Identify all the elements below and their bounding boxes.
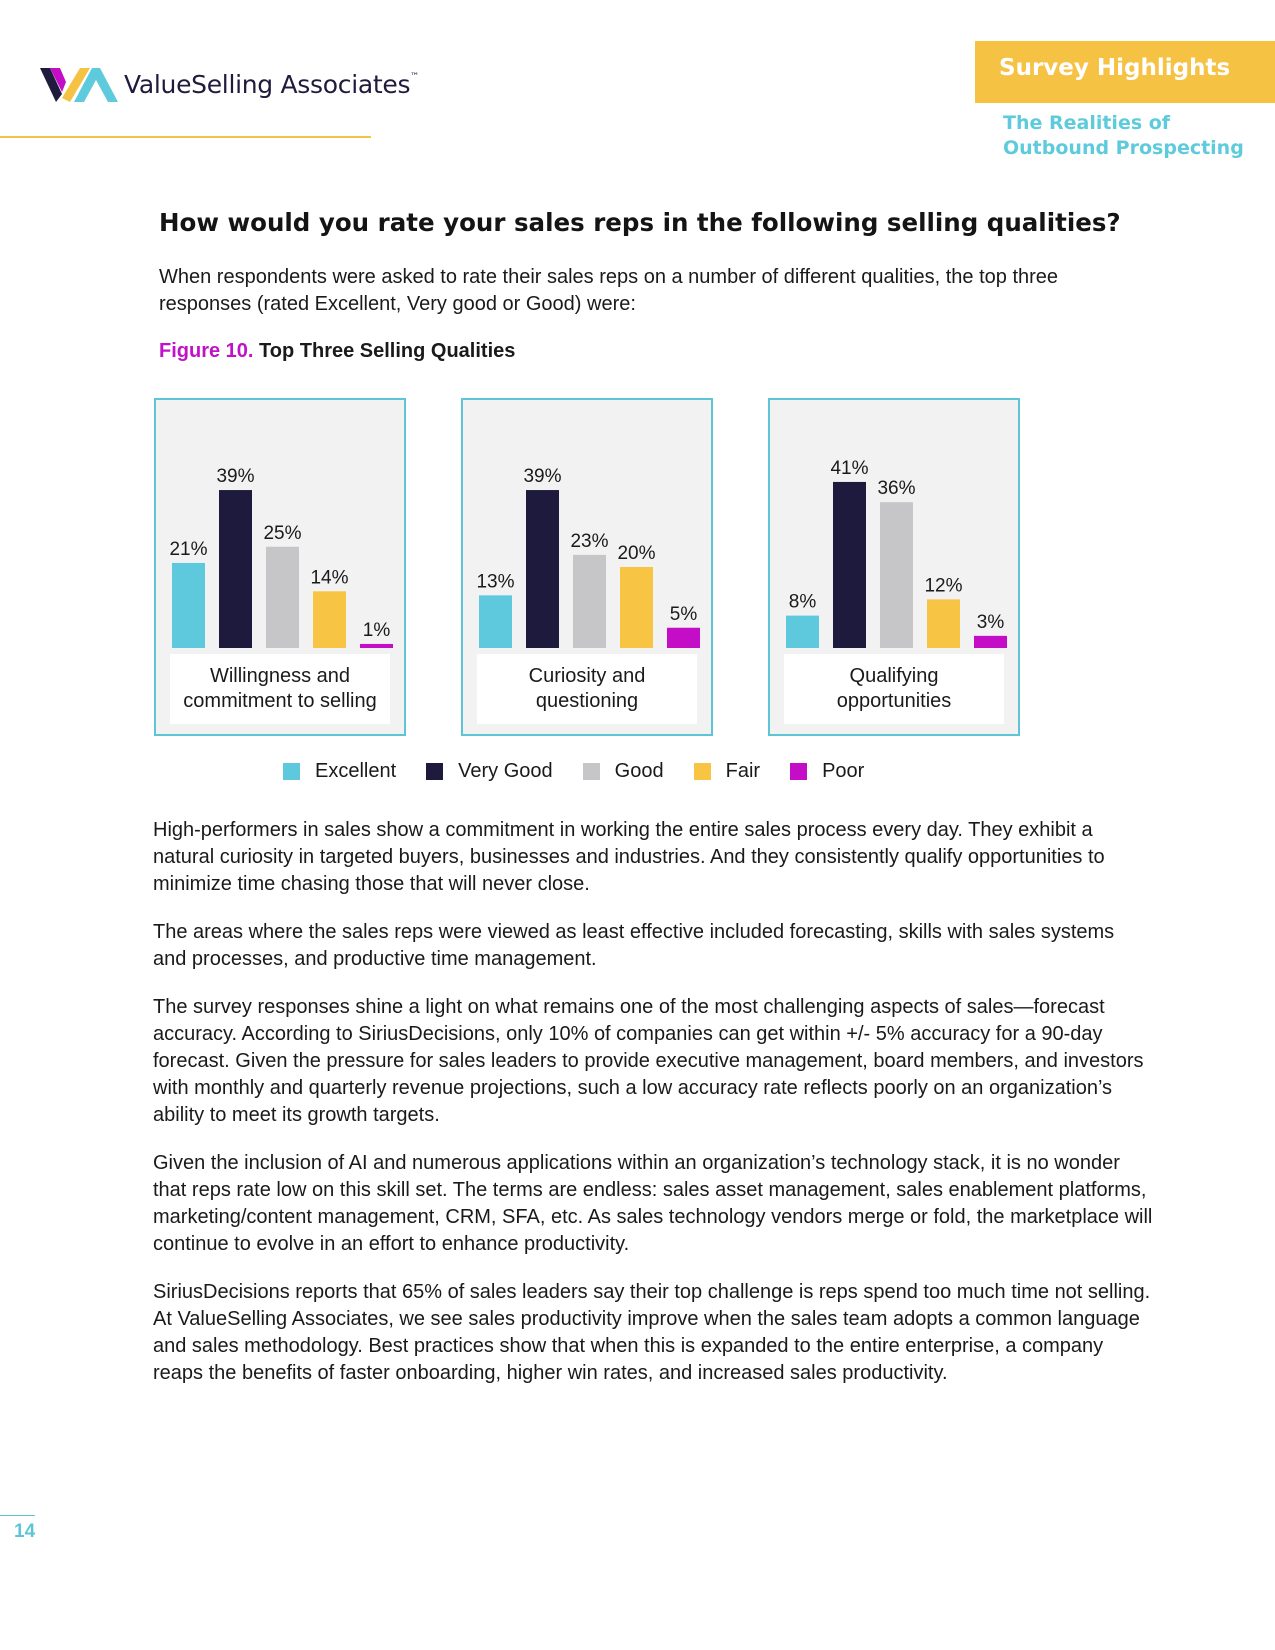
bar-value-label: 12% bbox=[924, 575, 963, 597]
bar-value-label: 39% bbox=[216, 466, 255, 488]
legend-label: Good bbox=[614, 760, 664, 782]
legend-swatch bbox=[694, 763, 711, 780]
legend-label: Poor bbox=[822, 760, 865, 782]
bar-fair bbox=[620, 567, 653, 648]
legend-swatch bbox=[583, 763, 600, 780]
document-subtitle bbox=[1003, 111, 1263, 161]
bar-good bbox=[266, 547, 299, 648]
paragraph: The survey responses shine a light on what remains one of the most challenging aspects of sales—forecast accuracy. According to SiriusDecisions, only 10% of companies can get within +/- 5% accuracy for a 90-day forecast. Given the pressure for sales leaders to provide executive management, board members, and investors with monthly and quarterly revenue projections, such a low accuracy rate reflects poorly on an organization’s ability to meet its growth targets. bbox=[153, 996, 1144, 1126]
legend-label: Very Good bbox=[458, 760, 553, 782]
legend-swatch bbox=[283, 763, 300, 780]
bar-very-good bbox=[219, 490, 252, 648]
bar-value-label: 3% bbox=[976, 611, 1005, 633]
bar-value-label: 41% bbox=[830, 457, 869, 479]
page-number: 14 bbox=[14, 1521, 36, 1542]
bar-good bbox=[573, 555, 606, 648]
chart-panel-willingness bbox=[154, 398, 406, 736]
bar-excellent bbox=[172, 563, 205, 648]
chart-label-curiosity: Curiosity and questioning bbox=[477, 654, 697, 724]
bar-fair bbox=[927, 599, 960, 648]
bar-poor bbox=[974, 636, 1007, 648]
legend-item bbox=[790, 760, 864, 783]
chart-legend bbox=[283, 760, 894, 783]
legend-label: Fair bbox=[725, 760, 761, 782]
paragraph: Given the inclusion of AI and numerous applications within an organization’s technology stack, it is no wonder that reps rate low on this skill set. The terms are endless: sales asset management, sales enablement platforms, marketing/content management, CRM, SFA, etc. As sales technology vendors merge or fold, the marketplace will continue to evolve in an effort to enhance productivity. bbox=[153, 1152, 1153, 1255]
chart-label-qualifying: Qualifying opportunities bbox=[784, 654, 1004, 724]
page-number-rule bbox=[0, 1515, 35, 1516]
logo-mark-icon bbox=[40, 62, 120, 106]
paragraph: The areas where the sales reps were viewed as least effective included forecasting, skills with sales systems and processes, and productive time management. bbox=[153, 921, 1115, 970]
bar-good bbox=[880, 502, 913, 648]
brand-logo bbox=[40, 62, 419, 106]
bar-value-label: 8% bbox=[788, 591, 817, 613]
bar-value-label: 21% bbox=[169, 538, 208, 560]
bar-value-label: 23% bbox=[570, 530, 609, 552]
legend-item bbox=[583, 760, 664, 783]
legend-label: Excellent bbox=[315, 760, 397, 782]
section-tag-label: Survey Highlights bbox=[999, 55, 1231, 81]
bar-very-good bbox=[526, 490, 559, 648]
bar-poor bbox=[360, 644, 393, 648]
bar-poor bbox=[667, 628, 700, 648]
bar-excellent bbox=[786, 616, 819, 648]
bar-value-label: 20% bbox=[617, 543, 656, 564]
document-subtitle-line2: Outbound Prospecting bbox=[1003, 137, 1244, 159]
bar-value-label: 1% bbox=[362, 619, 391, 641]
header-rule bbox=[0, 136, 371, 138]
bar-value-label: 39% bbox=[523, 466, 562, 488]
legend-swatch bbox=[426, 763, 443, 780]
chart-label-willingness: Willingness and commitment to selling bbox=[170, 654, 390, 724]
bar-value-label: 36% bbox=[877, 478, 916, 500]
chart-panel-qualifying bbox=[768, 398, 1020, 736]
bar-value-label: 5% bbox=[669, 603, 698, 625]
legend-item bbox=[283, 760, 396, 783]
chart-panel-curiosity bbox=[461, 398, 713, 736]
bar-value-label: 13% bbox=[476, 571, 515, 593]
legend-swatch bbox=[790, 763, 807, 780]
bar-value-label: 25% bbox=[263, 522, 302, 544]
figure-title: Top Three Selling Qualities bbox=[259, 340, 516, 362]
bar-excellent bbox=[479, 595, 512, 648]
bar-value-label: 14% bbox=[310, 567, 349, 589]
legend-item bbox=[694, 760, 760, 783]
page-heading: How would you rate your sales reps in the following selling qualities? bbox=[159, 208, 1121, 237]
paragraph: High-performers in sales show a commitment in working the entire sales process every day. They exhibit a natural curiosity in targeted buyers, businesses and industries. And they consistently qualify opportunities to minimize time chasing those that will never close. bbox=[153, 819, 1105, 895]
paragraph: SiriusDecisions reports that 65% of sales leaders say their top challenge is reps spend too much time not selling. At ValueSelling Associates, we see sales productivity improve when the sales team adopts a common language and sales methodology. Best practices show that when this is expanded to the entire enterprise, a company reaps the benefits of faster onboarding, higher win rates, and increased sales productivity. bbox=[153, 1281, 1151, 1384]
bar-very-good bbox=[833, 482, 866, 648]
intro-text: When respondents were asked to rate their sales reps on a number of different qualities, the top three responses (rated Excellent, Very good or Good) were: bbox=[159, 266, 1059, 315]
document-subtitle-line1: The Realities of bbox=[1003, 112, 1171, 134]
brand-name: ValueSelling Associates™ bbox=[124, 69, 419, 99]
figure-number: Figure 10. bbox=[159, 340, 254, 362]
legend-item bbox=[426, 760, 553, 783]
bar-fair bbox=[313, 591, 346, 648]
body-text bbox=[153, 817, 1153, 1408]
figure-caption bbox=[159, 340, 515, 363]
